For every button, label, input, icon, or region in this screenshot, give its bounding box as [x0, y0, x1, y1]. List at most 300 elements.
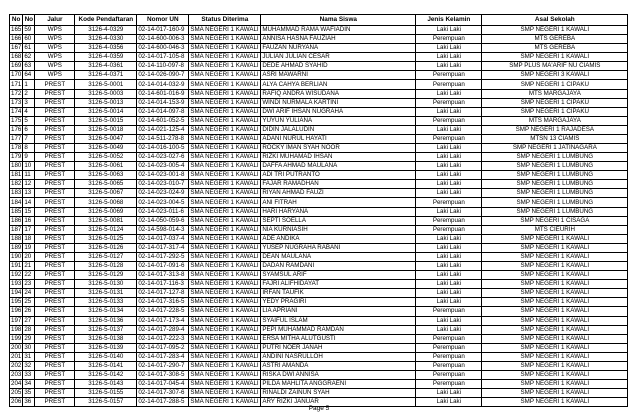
- group-index-cell: 33: [23, 370, 35, 379]
- exam-number-cell: 02-14-017-105-8: [137, 53, 189, 62]
- gender-cell: Laki Laki: [416, 44, 482, 53]
- jalur-cell: PREST: [35, 216, 75, 225]
- jalur-cell: PREST: [35, 252, 75, 261]
- registration-code-cell: 3126-5-0131: [75, 289, 137, 298]
- gender-cell: Laki Laki: [416, 325, 482, 334]
- origin-school-cell: SMP NEGERI 1 CIPAKU: [482, 80, 628, 89]
- table-row: [10, 107, 628, 116]
- group-index-cell: 7: [23, 134, 35, 143]
- group-index-cell: 30: [23, 343, 35, 352]
- origin-school-cell: MTS CIEURIH: [482, 225, 628, 234]
- jalur-cell: WPS: [35, 44, 75, 53]
- group-index-cell: 20: [23, 252, 35, 261]
- student-name-cell: ASTRI AMANDA: [261, 361, 416, 370]
- table-row: [10, 280, 628, 289]
- registration-code-cell: 3126-5-0134: [75, 307, 137, 316]
- status-cell: SMA NEGERI 1 KAWALI: [189, 198, 261, 207]
- student-name-cell: JULIAN JULIAN CESAR: [261, 53, 416, 62]
- student-name-cell: DADAN RAMDANI: [261, 262, 416, 271]
- origin-school-cell: SMP NEGERI 1 KAWALI: [482, 298, 628, 307]
- registration-code-cell: 3126-5-0126: [75, 243, 137, 252]
- status-cell: SMA NEGERI 1 KAWALI: [189, 271, 261, 280]
- table-row: [10, 361, 628, 370]
- exam-number-cell: 02-14-023-010-7: [137, 180, 189, 189]
- group-index-cell: 24: [23, 289, 35, 298]
- origin-school-cell: SMP NEGERI 1 LUMBUNG: [482, 180, 628, 189]
- student-name-cell: FAJAR RAMADHAN: [261, 180, 416, 189]
- exam-number-cell: 02-14-017-307-6: [137, 389, 189, 398]
- row-index-cell: 167: [11, 44, 22, 52]
- status-cell: SMA NEGERI 1 KAWALI: [189, 44, 261, 53]
- table-row: [10, 234, 628, 243]
- registration-code-cell: 3126-5-0067: [75, 189, 137, 198]
- origin-school-cell: SMP NEGERI 1 KAWALI: [482, 53, 628, 62]
- table-header-row: [10, 15, 628, 26]
- student-name-cell: RISKA DWI ANNISA: [261, 370, 416, 379]
- registration-code-cell: 3126-4-0330: [75, 35, 137, 44]
- student-name-cell: DAFFA AHMAD MAULANA: [261, 162, 416, 171]
- registration-code-cell: 3126-5-0124: [75, 225, 137, 234]
- registration-code-cell: 3126-5-0013: [75, 98, 137, 107]
- student-list-sheet: [9, 14, 628, 407]
- student-name-cell: RAFIQ ANDRA WISUDANA: [261, 89, 416, 98]
- exam-number-cell: 02-14-017-228-5: [137, 307, 189, 316]
- status-cell: SMA NEGERI 1 KAWALI: [189, 125, 261, 134]
- row-index-cell: 186: [11, 216, 22, 224]
- status-cell: SMA NEGERI 1 KAWALI: [189, 398, 261, 407]
- jalur-cell: PREST: [35, 262, 75, 271]
- registration-code-cell: 3126-5-0049: [75, 144, 137, 153]
- jalur-cell: WPS: [35, 62, 75, 71]
- jalur-cell: PREST: [35, 162, 75, 171]
- gender-cell: Perempuan: [416, 225, 482, 234]
- origin-school-cell: SMP NEGERI 1 LUMBUNG: [482, 171, 628, 180]
- status-cell: SMA NEGERI 1 KAWALI: [189, 225, 261, 234]
- group-index-cell: 32: [23, 361, 35, 370]
- origin-school-cell: SMP NEGERI 1 KAWALI: [482, 262, 628, 271]
- student-name-cell: MUHAMMAD RAMA WAFIADIN: [261, 26, 416, 35]
- student-name-cell: DEAN MAULANA: [261, 252, 416, 261]
- origin-school-cell: SMP NEGERI 1 CIPAKU: [482, 107, 628, 116]
- table-row: [10, 153, 628, 162]
- row-index-cell: 174: [11, 107, 22, 115]
- registration-code-cell: 3126-5-0130: [75, 280, 137, 289]
- gender-cell: Laki Laki: [416, 289, 482, 298]
- origin-school-cell: SMP NEGERI 1 KAWALI: [482, 252, 628, 261]
- group-index-cell: 26: [23, 307, 35, 316]
- table-row: [10, 35, 628, 44]
- row-index-cell: 175: [11, 116, 22, 124]
- exam-number-cell: 02-14-023-001-8: [137, 171, 189, 180]
- jalur-cell: PREST: [35, 144, 75, 153]
- status-cell: SMA NEGERI 1 KAWALI: [189, 180, 261, 189]
- exam-number-cell: 02-14-014-097-8: [137, 107, 189, 116]
- jalur-cell: PREST: [35, 380, 75, 389]
- group-index-cell: 22: [23, 271, 35, 280]
- status-cell: SMA NEGERI 1 KAWALI: [189, 98, 261, 107]
- row-index-cell: 201: [11, 352, 22, 360]
- origin-school-cell: SMP NEGERI 1 LUMBUNG: [482, 189, 628, 198]
- row-index-cell: 178: [11, 144, 22, 152]
- group-index-cell: 2: [23, 89, 35, 98]
- row-index-cell: 190: [11, 252, 22, 260]
- registration-code-cell: 3126-4-0361: [75, 62, 137, 71]
- row-index-cell: 176: [11, 125, 22, 133]
- status-cell: SMA NEGERI 1 KAWALI: [189, 352, 261, 361]
- jalur-cell: PREST: [35, 243, 75, 252]
- registration-code-cell: 3126-5-0001: [75, 80, 137, 89]
- student-name-cell: PUTRI NOER JANAH: [261, 343, 416, 352]
- header-cell: Status Diterima: [189, 15, 261, 26]
- group-index-cell: 31: [23, 352, 35, 361]
- row-index-cell: 194: [11, 289, 22, 297]
- group-index-cell: 21: [23, 262, 35, 271]
- registration-code-cell: 3126-4-0329: [75, 26, 137, 35]
- status-cell: SMA NEGERI 1 KAWALI: [189, 389, 261, 398]
- registration-code-cell: 3126-5-0018: [75, 125, 137, 134]
- registration-code-cell: 3126-5-0143: [75, 380, 137, 389]
- jalur-cell: PREST: [35, 171, 75, 180]
- registration-code-cell: 3126-5-0140: [75, 352, 137, 361]
- jalur-cell: PREST: [35, 189, 75, 198]
- jalur-cell: WPS: [35, 35, 75, 44]
- table-row: [10, 289, 628, 298]
- table-row: [10, 216, 628, 225]
- student-name-cell: DEDE AHMAD SYAHID: [261, 62, 416, 71]
- table-row: [10, 207, 628, 216]
- group-index-cell: 3: [23, 98, 35, 107]
- row-index-cell: 184: [11, 198, 22, 206]
- registration-code-cell: 3126-5-0138: [75, 334, 137, 343]
- row-index-cell: 192: [11, 271, 22, 279]
- exam-number-cell: 02-14-017-290-7: [137, 361, 189, 370]
- student-name-cell: YEDY PRAGIRI: [261, 298, 416, 307]
- table-row: [10, 389, 628, 398]
- jalur-cell: PREST: [35, 153, 75, 162]
- table-row: [10, 198, 628, 207]
- gender-cell: Perempuan: [416, 361, 482, 370]
- registration-code-cell: 3126-4-0359: [75, 53, 137, 62]
- registration-code-cell: 3126-4-0356: [75, 44, 137, 53]
- table-row: [10, 26, 628, 35]
- group-index-cell: 60: [23, 35, 35, 44]
- jalur-cell: PREST: [35, 198, 75, 207]
- student-name-cell: DIDIN JALALUDIN: [261, 125, 416, 134]
- jalur-cell: WPS: [35, 53, 75, 62]
- student-name-cell: YUYUN YULIANA: [261, 116, 416, 125]
- gender-cell: Laki Laki: [416, 234, 482, 243]
- header-cell: Asal Sekolah: [482, 15, 628, 26]
- group-index-cell: 19: [23, 243, 35, 252]
- status-cell: SMA NEGERI 1 KAWALI: [189, 144, 261, 153]
- group-index-cell: 29: [23, 334, 35, 343]
- group-index-cell: 14: [23, 198, 35, 207]
- exam-number-cell: 02-14-110-097-8: [137, 62, 189, 71]
- registration-code-cell: 3126-5-0047: [75, 134, 137, 143]
- origin-school-cell: SMP NEGERI 1 LUMBUNG: [482, 207, 628, 216]
- status-cell: SMA NEGERI 1 KAWALI: [189, 189, 261, 198]
- table-row: [10, 316, 628, 325]
- jalur-cell: PREST: [35, 343, 75, 352]
- group-index-cell: 64: [23, 71, 35, 80]
- group-index-cell: 4: [23, 107, 35, 116]
- student-name-cell: PEPI MUHAMMAD RAMDAN: [261, 325, 416, 334]
- group-index-cell: 59: [23, 26, 35, 35]
- group-index-cell: 1: [23, 80, 35, 89]
- registration-code-cell: 3126-4-0371: [75, 71, 137, 80]
- jalur-cell: PREST: [35, 370, 75, 379]
- registration-code-cell: 3126-5-0137: [75, 325, 137, 334]
- jalur-cell: PREST: [35, 334, 75, 343]
- origin-school-cell: SMP NEGERI 1 LUMBUNG: [482, 153, 628, 162]
- table-row: [10, 62, 628, 71]
- student-name-cell: ASRI MAWARNI: [261, 71, 416, 80]
- header-cell: Jalur: [35, 15, 75, 26]
- row-index-cell: 171: [11, 80, 22, 88]
- student-name-cell: IRFAN TAUFIK: [261, 289, 416, 298]
- origin-school-cell: SMP NEGERI 1 KAWALI: [482, 316, 628, 325]
- student-name-cell: PILDA MAHLITA ANGGRAENI: [261, 380, 416, 389]
- student-name-cell: ROCKY IMAN SYAH NOOR: [261, 144, 416, 153]
- origin-school-cell: SMP NEGERI 1 KAWALI: [482, 280, 628, 289]
- table-row: [10, 307, 628, 316]
- gender-cell: Laki Laki: [416, 26, 482, 35]
- origin-school-cell: SMP NEGERI 1 KAWALI: [482, 352, 628, 361]
- gender-cell: Laki Laki: [416, 316, 482, 325]
- jalur-cell: PREST: [35, 389, 75, 398]
- registration-code-cell: 3126-5-0063: [75, 171, 137, 180]
- student-name-cell: ADI TRI PUTRANTO: [261, 171, 416, 180]
- gender-cell: Laki Laki: [416, 252, 482, 261]
- exam-number-cell: 02-14-023-011-6: [137, 207, 189, 216]
- row-index-cell: 168: [11, 53, 22, 61]
- table-row: [10, 271, 628, 280]
- origin-school-cell: SMP NEGERI 1 KAWALI: [482, 380, 628, 389]
- gender-cell: Laki Laki: [416, 107, 482, 116]
- status-cell: SMA NEGERI 1 KAWALI: [189, 307, 261, 316]
- group-index-cell: 11: [23, 171, 35, 180]
- gender-cell: Perempuan: [416, 71, 482, 80]
- registration-code-cell: 3126-5-0015: [75, 116, 137, 125]
- header-cell: Kode Pendaftaran: [75, 15, 137, 26]
- exam-number-cell: 02-14-026-090-7: [137, 71, 189, 80]
- status-cell: SMA NEGERI 1 KAWALI: [189, 252, 261, 261]
- status-cell: SMA NEGERI 1 KAWALI: [189, 343, 261, 352]
- row-index-cell: 195: [11, 298, 22, 306]
- registration-code-cell: 3126-5-0133: [75, 298, 137, 307]
- row-index-cell: 189: [11, 243, 22, 251]
- origin-school-cell: SMP NEGERI 1 KAWALI: [482, 325, 628, 334]
- registration-code-cell: 3126-5-0125: [75, 234, 137, 243]
- row-index-cell: 187: [11, 225, 22, 233]
- table-row: [10, 352, 628, 361]
- registration-code-cell: 3126-5-0068: [75, 198, 137, 207]
- registration-code-cell: 3126-5-0127: [75, 252, 137, 261]
- table-row: [10, 144, 628, 153]
- exam-number-cell: 02-14-021-125-4: [137, 125, 189, 134]
- gender-cell: Perempuan: [416, 334, 482, 343]
- row-index-cell: 165: [11, 26, 22, 34]
- origin-school-cell: SMP NEGERI 1 KAWALI: [482, 334, 628, 343]
- gender-cell: Laki Laki: [416, 271, 482, 280]
- row-index-cell: 177: [11, 134, 22, 142]
- status-cell: SMA NEGERI 1 KAWALI: [189, 298, 261, 307]
- status-cell: SMA NEGERI 1 KAWALI: [189, 216, 261, 225]
- jalur-cell: PREST: [35, 134, 75, 143]
- header-cell: Jenis Kelamin: [416, 15, 482, 26]
- exam-number-cell: 02-14-017-292-5: [137, 252, 189, 261]
- gender-cell: Laki Laki: [416, 262, 482, 271]
- origin-school-cell: SMP NEGERI 3 KAWALI: [482, 71, 628, 80]
- row-index-cell: 198: [11, 325, 22, 333]
- status-cell: SMA NEGERI 1 KAWALI: [189, 107, 261, 116]
- origin-school-cell: MTS GEREBA: [482, 44, 628, 53]
- gender-cell: Laki Laki: [416, 189, 482, 198]
- student-name-cell: DWI ARIF IHSAN NUGRAHA: [261, 107, 416, 116]
- exam-number-cell: 02-14-017-116-3: [137, 280, 189, 289]
- page-number: Page 5: [308, 405, 330, 412]
- exam-number-cell: 02-14-017-317-4: [137, 243, 189, 252]
- group-index-cell: 28: [23, 325, 35, 334]
- exam-number-cell: 02-14-017-313-8: [137, 271, 189, 280]
- status-cell: SMA NEGERI 1 KAWALI: [189, 35, 261, 44]
- jalur-cell: PREST: [35, 125, 75, 134]
- status-cell: SMA NEGERI 1 KAWALI: [189, 89, 261, 98]
- row-index-cell: 203: [11, 371, 22, 378]
- jalur-cell: PREST: [35, 316, 75, 325]
- group-index-cell: 23: [23, 280, 35, 289]
- row-index-cell: 182: [11, 180, 22, 188]
- registration-code-cell: 3126-5-0142: [75, 370, 137, 379]
- jalur-cell: PREST: [35, 352, 75, 361]
- gender-cell: Laki Laki: [416, 162, 482, 171]
- jalur-cell: WPS: [35, 71, 75, 80]
- student-name-cell: ANNISA HASNA FAUZIAH: [261, 35, 416, 44]
- gender-cell: Laki Laki: [416, 298, 482, 307]
- exam-number-cell: 02-14-017-283-4: [137, 352, 189, 361]
- table-row: [10, 116, 628, 125]
- student-name-cell: LIA APRIANI: [261, 307, 416, 316]
- gender-cell: Laki Laki: [416, 180, 482, 189]
- jalur-cell: PREST: [35, 398, 75, 407]
- exam-number-cell: 02-14-017-316-5: [137, 298, 189, 307]
- origin-school-cell: MTS MARGAJAYA: [482, 116, 628, 125]
- status-cell: SMA NEGERI 1 KAWALI: [189, 26, 261, 35]
- row-index-cell: 172: [11, 89, 22, 97]
- origin-school-cell: SMP NEGERI 1 JATINAGARA: [482, 144, 628, 153]
- student-name-cell: SYAMSUL ARIF: [261, 271, 416, 280]
- group-index-cell: 27: [23, 316, 35, 325]
- gender-cell: Laki Laki: [416, 153, 482, 162]
- exam-number-cell: 02-14-017-091-6: [137, 262, 189, 271]
- gender-cell: Laki Laki: [416, 389, 482, 398]
- exam-number-cell: 02-14-017-127-8: [137, 289, 189, 298]
- status-cell: SMA NEGERI 1 KAWALI: [189, 116, 261, 125]
- table-row: [10, 380, 628, 389]
- exam-number-cell: 02-14-017-289-4: [137, 325, 189, 334]
- group-index-cell: 25: [23, 298, 35, 307]
- student-name-cell: RIZKI MUHAMAD IHSAN: [261, 153, 416, 162]
- origin-school-cell: MTS GEREBA: [482, 35, 628, 44]
- status-cell: SMA NEGERI 1 KAWALI: [189, 234, 261, 243]
- gender-cell: Laki Laki: [416, 171, 482, 180]
- jalur-cell: PREST: [35, 361, 75, 370]
- group-index-cell: 13: [23, 189, 35, 198]
- exam-number-cell: 02-14-017-037-4: [137, 234, 189, 243]
- table-row: [10, 252, 628, 261]
- table-row: [10, 343, 628, 352]
- header-cell: No: [23, 15, 35, 26]
- gender-cell: Perempuan: [416, 134, 482, 143]
- row-index-cell: 206: [11, 398, 22, 406]
- jalur-cell: PREST: [35, 289, 75, 298]
- group-index-cell: 17: [23, 225, 35, 234]
- exam-number-cell: 02-14-601-016-9: [137, 89, 189, 98]
- exam-number-cell: 02-14-017-095-2: [137, 343, 189, 352]
- student-name-cell: FAUZAN NURYANA: [261, 44, 416, 53]
- table-row: [10, 171, 628, 180]
- origin-school-cell: SMP NEGERI 1 KAWALI: [482, 26, 628, 35]
- origin-school-cell: SMP NEGERI 1 KAWALI: [482, 243, 628, 252]
- student-name-cell: NIA KURNIASIH: [261, 225, 416, 234]
- row-index-cell: 200: [11, 343, 22, 351]
- group-index-cell: 62: [23, 53, 35, 62]
- exam-number-cell: 02-14-017-173-4: [137, 316, 189, 325]
- row-index-cell: 205: [11, 389, 22, 397]
- student-name-cell: YUSEP NUGRAHA RABANI: [261, 243, 416, 252]
- row-index-cell: 199: [11, 334, 22, 342]
- table-row: [10, 134, 628, 143]
- exam-number-cell: 02-14-017-222-3: [137, 334, 189, 343]
- row-index-cell: 183: [11, 189, 22, 197]
- status-cell: SMA NEGERI 1 KAWALI: [189, 243, 261, 252]
- registration-code-cell: 3126-5-0129: [75, 271, 137, 280]
- jalur-cell: PREST: [35, 225, 75, 234]
- row-index-cell: 166: [11, 35, 22, 43]
- jalur-cell: PREST: [35, 325, 75, 334]
- header-cell: Nomor UN: [137, 15, 189, 26]
- registration-code-cell: 3126-5-0157: [75, 398, 137, 407]
- jalur-cell: WPS: [35, 26, 75, 35]
- exam-number-cell: 02-14-017-045-4: [137, 380, 189, 389]
- group-index-cell: 18: [23, 234, 35, 243]
- table-body: [10, 26, 628, 407]
- row-index-cell: 173: [11, 98, 22, 106]
- row-index-cell: 204: [11, 380, 22, 388]
- table-row: [10, 334, 628, 343]
- origin-school-cell: MTS MARGAJAYA: [482, 89, 628, 98]
- student-name-cell: RINALDI ZAINUN SYAH: [261, 389, 416, 398]
- gender-cell: Laki Laki: [416, 398, 482, 407]
- gender-cell: Laki Laki: [416, 125, 482, 134]
- status-cell: SMA NEGERI 1 KAWALI: [189, 153, 261, 162]
- origin-school-cell: SMP NEGERI 1 KAWALI: [482, 389, 628, 398]
- exam-number-cell: 02-14-017-160-9: [137, 26, 189, 35]
- origin-school-cell: SMP NEGERI 1 LUMBUNG: [482, 198, 628, 207]
- group-index-cell: 8: [23, 144, 35, 153]
- table-row: [10, 125, 628, 134]
- status-cell: SMA NEGERI 1 KAWALI: [189, 171, 261, 180]
- group-index-cell: 34: [23, 380, 35, 389]
- exam-number-cell: 02-14-016-100-5: [137, 144, 189, 153]
- jalur-cell: PREST: [35, 280, 75, 289]
- registration-code-cell: 3126-5-0065: [75, 180, 137, 189]
- exam-number-cell: 02-14-017-308-5: [137, 370, 189, 379]
- exam-number-cell: 02-14-023-005-4: [137, 162, 189, 171]
- student-name-cell: SEPTI SOELLA: [261, 216, 416, 225]
- student-name-cell: FAJRI ALIFHIDAYAT: [261, 280, 416, 289]
- exam-number-cell: 02-14-014-153-9: [137, 98, 189, 107]
